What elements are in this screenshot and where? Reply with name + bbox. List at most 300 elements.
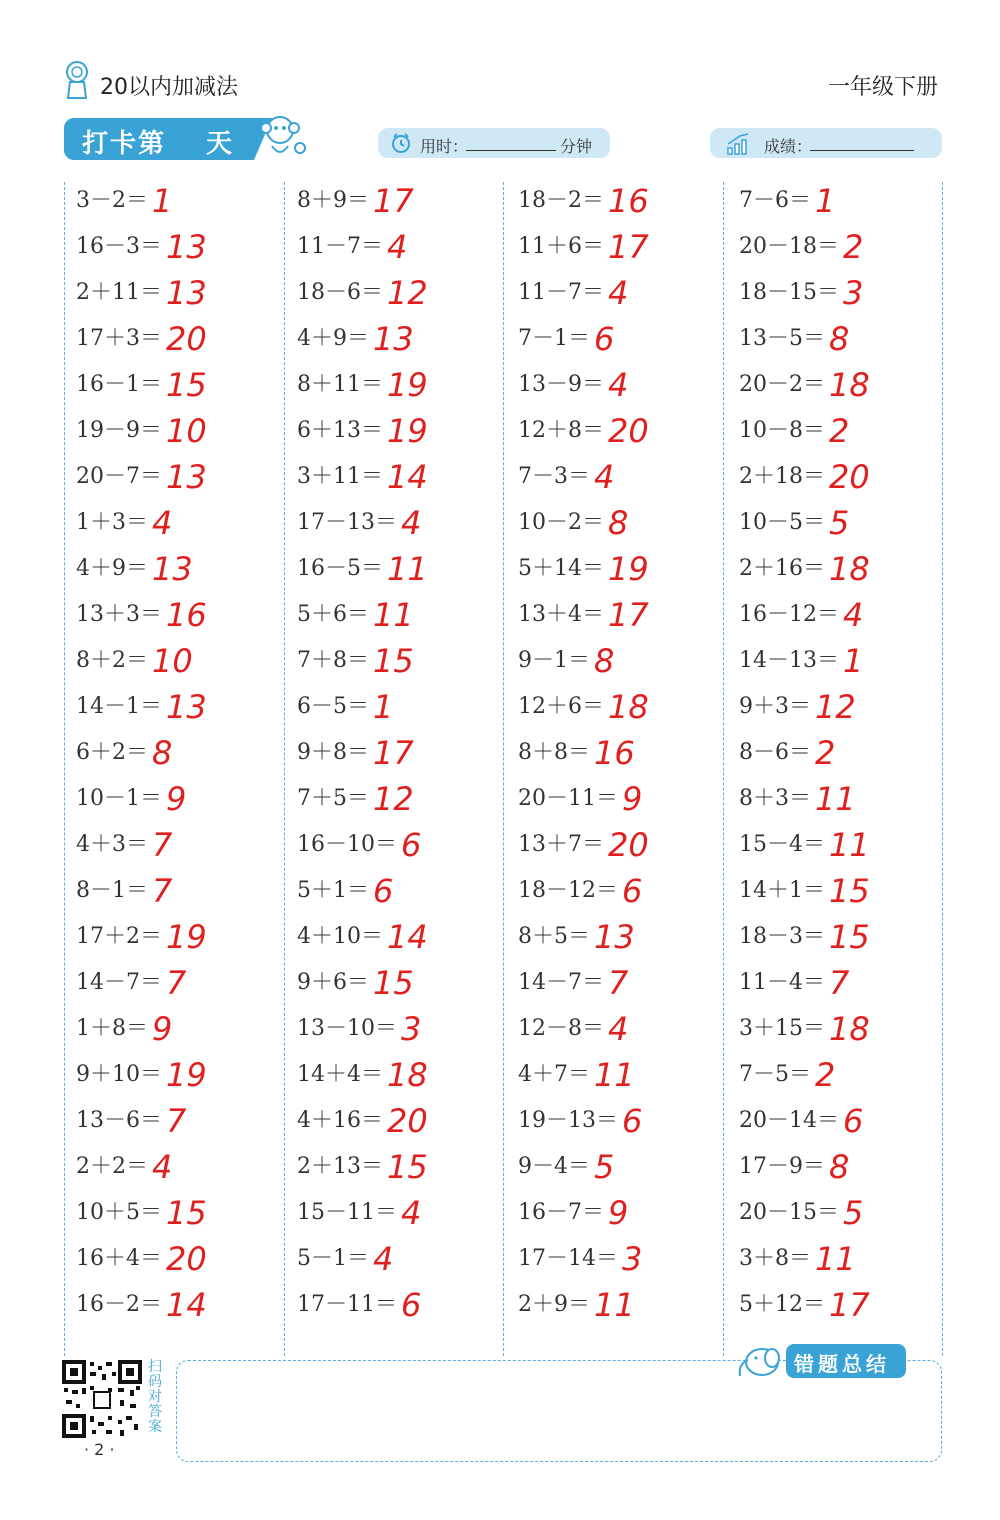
- problem-equation: 10－8＝: [739, 418, 825, 443]
- problem-row: [76, 178, 291, 224]
- problem-row: [76, 454, 291, 500]
- handwritten-answer[interactable]: 15: [387, 1148, 428, 1186]
- problem-equation: 12－8＝: [518, 1016, 604, 1041]
- score-label: 成绩：: [764, 137, 813, 156]
- problem-row: [297, 408, 512, 454]
- problem-row: [739, 914, 954, 960]
- problem-equation: 14－7＝: [76, 970, 162, 995]
- problem-equation: 13－10＝: [297, 1016, 397, 1041]
- problem-row: [76, 224, 291, 270]
- problem-equation: 5＋12＝: [739, 1292, 825, 1317]
- handwritten-answer[interactable]: 2: [829, 412, 850, 450]
- handwritten-answer[interactable]: 13: [166, 274, 207, 312]
- problem-equation: 14＋1＝: [739, 878, 825, 903]
- handwritten-answer[interactable]: 1: [815, 182, 836, 220]
- problem-equation: 5＋14＝: [518, 556, 604, 581]
- elephant-icon: [732, 1340, 784, 1380]
- handwritten-answer[interactable]: 9: [166, 780, 187, 818]
- handwritten-answer[interactable]: 14: [387, 918, 428, 956]
- handwritten-answer[interactable]: 4: [843, 596, 864, 634]
- handwritten-answer[interactable]: 6: [622, 872, 643, 910]
- handwritten-answer[interactable]: 8: [829, 1148, 850, 1186]
- handwritten-answer[interactable]: 20: [166, 320, 207, 358]
- problem-column-4: [739, 178, 954, 1328]
- handwritten-answer[interactable]: 11: [829, 826, 870, 864]
- problem-row: [297, 224, 512, 270]
- handwritten-answer[interactable]: 6: [843, 1102, 864, 1140]
- problem-row: [76, 408, 291, 454]
- problem-equation: 5－1＝: [297, 1246, 369, 1271]
- handwritten-answer[interactable]: 12: [815, 688, 856, 726]
- score-chart-icon: [726, 132, 752, 156]
- handwritten-answer[interactable]: 12: [373, 780, 414, 818]
- handwritten-answer[interactable]: 17: [608, 596, 649, 634]
- handwritten-answer[interactable]: 18: [829, 366, 870, 404]
- problem-row: [297, 1190, 512, 1236]
- problem-equation: 17－11＝: [297, 1292, 397, 1317]
- problem-row: [297, 1098, 512, 1144]
- grade-label: 一年级下册: [827, 75, 938, 100]
- problem-row: [518, 776, 733, 822]
- problem-equation: 18－12＝: [518, 878, 618, 903]
- handwritten-answer[interactable]: 4: [608, 274, 629, 312]
- problem-equation: 11－7＝: [297, 234, 383, 259]
- handwritten-answer[interactable]: 4: [608, 366, 629, 404]
- problem-row: [76, 1144, 291, 1190]
- handwritten-answer[interactable]: 6: [401, 826, 422, 864]
- problem-equation: 10－2＝: [518, 510, 604, 535]
- problem-row: [297, 822, 512, 868]
- problem-row: [297, 362, 512, 408]
- handwritten-answer[interactable]: 13: [373, 320, 414, 358]
- handwritten-answer[interactable]: 2: [843, 228, 864, 266]
- problem-equation: 20－14＝: [739, 1108, 839, 1133]
- page-number: · 2 ·: [84, 1440, 115, 1459]
- handwritten-answer[interactable]: 20: [387, 1102, 428, 1140]
- handwritten-answer[interactable]: 10: [152, 642, 193, 680]
- problem-equation: 17－9＝: [739, 1154, 825, 1179]
- problem-row: [297, 638, 512, 684]
- problem-equation: 8－1＝: [76, 878, 148, 903]
- problem-row: [739, 408, 954, 454]
- problem-equation: 15－11＝: [297, 1200, 397, 1225]
- handwritten-answer[interactable]: 13: [166, 458, 207, 496]
- handwritten-answer[interactable]: 9: [608, 1194, 629, 1232]
- handwritten-answer[interactable]: 13: [166, 688, 207, 726]
- problem-row: [297, 592, 512, 638]
- problem-equation: 13－6＝: [76, 1108, 162, 1133]
- problem-equation: 3＋15＝: [739, 1016, 825, 1041]
- handwritten-answer[interactable]: 7: [152, 872, 173, 910]
- checkin-label: 打卡第: [82, 129, 167, 159]
- handwritten-answer[interactable]: 4: [401, 504, 422, 542]
- problem-equation: 7＋8＝: [297, 648, 369, 673]
- problem-row: [76, 822, 291, 868]
- problem-row: [518, 454, 733, 500]
- problem-equation: 18－2＝: [518, 188, 604, 213]
- problem-equation: 4＋10＝: [297, 924, 383, 949]
- problem-equation: 5＋6＝: [297, 602, 369, 627]
- handwritten-answer[interactable]: 16: [608, 182, 649, 220]
- handwritten-answer[interactable]: 7: [166, 1102, 187, 1140]
- problem-row: [297, 500, 512, 546]
- problem-equation: 8－6＝: [739, 740, 811, 765]
- handwritten-answer[interactable]: 17: [373, 182, 414, 220]
- handwritten-answer[interactable]: 2: [815, 734, 836, 772]
- problem-equation: 18－15＝: [739, 280, 839, 305]
- problem-equation: 19－13＝: [518, 1108, 618, 1133]
- problem-equation: 2＋11＝: [76, 280, 162, 305]
- time-unit: 分钟: [560, 137, 593, 156]
- problem-row: [518, 684, 733, 730]
- problem-equation: 3＋11＝: [297, 464, 383, 489]
- problem-row: [739, 1144, 954, 1190]
- score-blank[interactable]: [810, 150, 914, 151]
- problem-row: [739, 592, 954, 638]
- problem-row: [518, 500, 733, 546]
- problem-row: [739, 500, 954, 546]
- handwritten-answer[interactable]: 19: [608, 550, 649, 588]
- problem-equation: 11－4＝: [739, 970, 825, 995]
- problem-equation: 16－3＝: [76, 234, 162, 259]
- handwritten-answer[interactable]: 4: [387, 228, 408, 266]
- problem-row: [739, 1052, 954, 1098]
- problem-row: [739, 1006, 954, 1052]
- problem-row: [297, 914, 512, 960]
- problem-equation: 5＋1＝: [297, 878, 369, 903]
- handwritten-answer[interactable]: 4: [152, 504, 173, 542]
- problem-row: [739, 638, 954, 684]
- handwritten-answer[interactable]: 3: [401, 1010, 422, 1048]
- problem-row: [297, 1236, 512, 1282]
- problem-row: [518, 1098, 733, 1144]
- handwritten-answer[interactable]: 18: [387, 1056, 428, 1094]
- problem-equation: 11＋6＝: [518, 234, 604, 259]
- problem-equation: 16－7＝: [518, 1200, 604, 1225]
- handwritten-answer[interactable]: 6: [622, 1102, 643, 1140]
- problem-equation: 18－6＝: [297, 280, 383, 305]
- handwritten-answer[interactable]: 2: [815, 1056, 836, 1094]
- problem-row: [76, 638, 291, 684]
- problem-row: [739, 316, 954, 362]
- problem-row: [739, 224, 954, 270]
- problem-equation: 4＋9＝: [297, 326, 369, 351]
- problem-row: [297, 270, 512, 316]
- handwritten-answer[interactable]: 1: [152, 182, 173, 220]
- handwritten-answer[interactable]: 11: [815, 780, 856, 818]
- problem-equation: 16－5＝: [297, 556, 383, 581]
- handwritten-answer[interactable]: 8: [594, 642, 615, 680]
- problem-row: [518, 546, 733, 592]
- handwritten-answer[interactable]: 19: [166, 918, 207, 956]
- handwritten-answer[interactable]: 20: [608, 412, 649, 450]
- summary-label: 错题总结: [794, 1352, 890, 1376]
- problem-equation: 8＋2＝: [76, 648, 148, 673]
- problem-row: [518, 730, 733, 776]
- handwritten-answer[interactable]: 16: [166, 596, 207, 634]
- handwritten-answer[interactable]: 15: [373, 964, 414, 1002]
- handwritten-answer[interactable]: 11: [387, 550, 428, 588]
- problem-row: [297, 1052, 512, 1098]
- problem-row: [76, 1282, 291, 1328]
- problem-row: [518, 316, 733, 362]
- handwritten-answer[interactable]: 19: [387, 412, 428, 450]
- handwritten-answer[interactable]: 3: [622, 1240, 643, 1278]
- problem-equation: 2＋9＝: [518, 1292, 590, 1317]
- problem-column-2: [297, 178, 512, 1328]
- handwritten-answer[interactable]: 11: [815, 1240, 856, 1278]
- handwritten-answer[interactable]: 4: [401, 1194, 422, 1232]
- checkin-day-label: 天: [206, 129, 233, 159]
- problem-row: [297, 1282, 512, 1328]
- problem-row: [76, 592, 291, 638]
- handwritten-answer[interactable]: 18: [829, 550, 870, 588]
- problem-equation: 6－5＝: [297, 694, 369, 719]
- problem-equation: 6＋2＝: [76, 740, 148, 765]
- handwritten-answer[interactable]: 13: [152, 550, 193, 588]
- problem-row: [518, 1236, 733, 1282]
- problem-row: [518, 638, 733, 684]
- problem-equation: 19－9＝: [76, 418, 162, 443]
- problem-row: [518, 914, 733, 960]
- handwritten-answer[interactable]: 5: [829, 504, 850, 542]
- problem-equation: 13＋7＝: [518, 832, 604, 857]
- handwritten-answer[interactable]: 17: [829, 1286, 870, 1324]
- problem-row: [297, 1144, 512, 1190]
- problem-equation: 10－5＝: [739, 510, 825, 535]
- handwritten-answer[interactable]: 6: [373, 872, 394, 910]
- problem-equation: 2＋18＝: [739, 464, 825, 489]
- handwritten-answer[interactable]: 11: [594, 1286, 635, 1324]
- problem-row: [76, 730, 291, 776]
- problem-row: [297, 316, 512, 362]
- handwritten-answer[interactable]: 20: [166, 1240, 207, 1278]
- book-title: 20以内加减法: [100, 75, 238, 100]
- handwritten-answer[interactable]: 4: [373, 1240, 394, 1278]
- handwritten-answer[interactable]: 5: [843, 1194, 864, 1232]
- handwritten-answer[interactable]: 10: [166, 412, 207, 450]
- problem-equation: 13－9＝: [518, 372, 604, 397]
- problem-row: [739, 454, 954, 500]
- problem-row: [76, 270, 291, 316]
- handwritten-answer[interactable]: 18: [829, 1010, 870, 1048]
- problem-equation: 17＋3＝: [76, 326, 162, 351]
- problem-equation: 3＋8＝: [739, 1246, 811, 1271]
- handwritten-answer[interactable]: 1: [843, 642, 864, 680]
- problem-row: [76, 776, 291, 822]
- problem-row: [518, 408, 733, 454]
- problem-row: [76, 1006, 291, 1052]
- handwritten-answer[interactable]: 6: [594, 320, 615, 358]
- handwritten-answer[interactable]: 5: [594, 1148, 615, 1186]
- problem-row: [297, 960, 512, 1006]
- handwritten-answer[interactable]: 17: [608, 228, 649, 266]
- problem-equation: 9＋6＝: [297, 970, 369, 995]
- problem-row: [739, 270, 954, 316]
- handwritten-answer[interactable]: 8: [152, 734, 173, 772]
- problem-row: [518, 1052, 733, 1098]
- problem-row: [76, 684, 291, 730]
- problem-row: [739, 776, 954, 822]
- problem-row: [76, 1236, 291, 1282]
- problem-row: [76, 960, 291, 1006]
- handwritten-answer[interactable]: 8: [608, 504, 629, 542]
- problem-equation: 18－3＝: [739, 924, 825, 949]
- problem-row: [739, 1098, 954, 1144]
- problem-row: [297, 546, 512, 592]
- problem-equation: 1＋8＝: [76, 1016, 148, 1041]
- problem-equation: 14－7＝: [518, 970, 604, 995]
- problem-equation: 1＋3＝: [76, 510, 148, 535]
- time-blank[interactable]: [466, 150, 556, 151]
- handwritten-answer[interactable]: 20: [829, 458, 870, 496]
- handwritten-answer[interactable]: 14: [387, 458, 428, 496]
- qr-code-icon[interactable]: [62, 1360, 142, 1438]
- problem-equation: 3－2＝: [76, 188, 148, 213]
- problem-equation: 16－10＝: [297, 832, 397, 857]
- problem-equation: 13＋4＝: [518, 602, 604, 627]
- time-label: 用时：: [420, 137, 469, 156]
- problem-row: [739, 868, 954, 914]
- handwritten-answer[interactable]: 13: [166, 228, 207, 266]
- handwritten-answer[interactable]: 4: [594, 458, 615, 496]
- problem-row: [518, 1282, 733, 1328]
- problem-equation: 8＋9＝: [297, 188, 369, 213]
- problem-row: [739, 822, 954, 868]
- handwritten-answer[interactable]: 11: [373, 596, 414, 634]
- problem-equation: 2＋16＝: [739, 556, 825, 581]
- problem-row: [297, 730, 512, 776]
- problem-row: [739, 546, 954, 592]
- problem-equation: 8＋5＝: [518, 924, 590, 949]
- handwritten-answer[interactable]: 12: [387, 274, 428, 312]
- handwritten-answer[interactable]: 9: [622, 780, 643, 818]
- handwritten-answer[interactable]: 1: [373, 688, 394, 726]
- monkey-mascot-icon: [254, 110, 310, 166]
- problem-equation: 8＋11＝: [297, 372, 383, 397]
- problem-equation: 16－1＝: [76, 372, 162, 397]
- lion-mascot-icon: [62, 60, 92, 100]
- problem-row: [76, 868, 291, 914]
- handwritten-answer[interactable]: 9: [152, 1010, 173, 1048]
- handwritten-answer[interactable]: 7: [829, 964, 850, 1002]
- problem-equation: 9＋10＝: [76, 1062, 162, 1087]
- handwritten-answer[interactable]: 16: [594, 734, 635, 772]
- handwritten-answer[interactable]: 14: [166, 1286, 207, 1324]
- handwritten-answer[interactable]: 7: [608, 964, 629, 1002]
- handwritten-answer[interactable]: 15: [373, 642, 414, 680]
- handwritten-answer[interactable]: 20: [608, 826, 649, 864]
- handwritten-answer[interactable]: 18: [608, 688, 649, 726]
- handwritten-answer[interactable]: 17: [373, 734, 414, 772]
- handwritten-answer[interactable]: 7: [152, 826, 173, 864]
- problem-column-3: [518, 178, 733, 1328]
- problem-row: [76, 316, 291, 362]
- problem-equation: 14＋4＝: [297, 1062, 383, 1087]
- problem-equation: 15－4＝: [739, 832, 825, 857]
- problem-equation: 7＋5＝: [297, 786, 369, 811]
- handwritten-answer[interactable]: 15: [829, 872, 870, 910]
- handwritten-answer[interactable]: 7: [166, 964, 187, 1002]
- problem-equation: 9－4＝: [518, 1154, 590, 1179]
- problem-row: [518, 592, 733, 638]
- handwritten-answer[interactable]: 19: [166, 1056, 207, 1094]
- problem-row: [739, 730, 954, 776]
- problem-row: [76, 1190, 291, 1236]
- handwritten-answer[interactable]: 13: [594, 918, 635, 956]
- problem-equation: 8＋8＝: [518, 740, 590, 765]
- scan-for-answers-text: 扫码对答案: [148, 1359, 162, 1435]
- problem-equation: 4＋3＝: [76, 832, 148, 857]
- handwritten-answer[interactable]: 4: [152, 1148, 173, 1186]
- problem-equation: 20－2＝: [739, 372, 825, 397]
- problem-row: [297, 178, 512, 224]
- problem-row: [739, 960, 954, 1006]
- problem-equation: 16－12＝: [739, 602, 839, 627]
- problem-equation: 14－13＝: [739, 648, 839, 673]
- problem-equation: 17－13＝: [297, 510, 397, 535]
- problem-row: [739, 1190, 954, 1236]
- problem-row: [518, 868, 733, 914]
- problem-row: [739, 1236, 954, 1282]
- problem-equation: 7－1＝: [518, 326, 590, 351]
- problem-row: [76, 362, 291, 408]
- problem-equation: 2＋2＝: [76, 1154, 148, 1179]
- problem-row: [297, 776, 512, 822]
- problem-equation: 7－5＝: [739, 1062, 811, 1087]
- handwritten-answer[interactable]: 15: [166, 1194, 207, 1232]
- handwritten-answer[interactable]: 8: [829, 320, 850, 358]
- problem-equation: 9＋8＝: [297, 740, 369, 765]
- problem-row: [518, 362, 733, 408]
- handwritten-answer[interactable]: 3: [843, 274, 864, 312]
- handwritten-answer[interactable]: 19: [387, 366, 428, 404]
- problem-equation: 13＋3＝: [76, 602, 162, 627]
- problem-equation: 4＋16＝: [297, 1108, 383, 1133]
- problem-equation: 2＋13＝: [297, 1154, 383, 1179]
- problem-row: [76, 1052, 291, 1098]
- problem-equation: 16－2＝: [76, 1292, 162, 1317]
- problem-row: [76, 500, 291, 546]
- problem-equation: 17＋2＝: [76, 924, 162, 949]
- problem-row: [518, 1190, 733, 1236]
- handwritten-answer[interactable]: 4: [608, 1010, 629, 1048]
- problem-row: [739, 1282, 954, 1328]
- problem-row: [297, 684, 512, 730]
- problem-equation: 7－3＝: [518, 464, 590, 489]
- handwritten-answer[interactable]: 15: [829, 918, 870, 956]
- problem-row: [518, 178, 733, 224]
- problem-row: [518, 1144, 733, 1190]
- handwritten-answer[interactable]: 11: [594, 1056, 635, 1094]
- handwritten-answer[interactable]: 15: [166, 366, 207, 404]
- problem-row: [739, 362, 954, 408]
- problem-row: [739, 178, 954, 224]
- problem-row: [297, 868, 512, 914]
- problem-equation: 9＋3＝: [739, 694, 811, 719]
- problem-row: [518, 270, 733, 316]
- problem-equation: 9－1＝: [518, 648, 590, 673]
- problem-row: [297, 1006, 512, 1052]
- problem-equation: 7－6＝: [739, 188, 811, 213]
- problem-equation: 12＋6＝: [518, 694, 604, 719]
- problem-equation: 6＋13＝: [297, 418, 383, 443]
- problem-row: [518, 224, 733, 270]
- handwritten-answer[interactable]: 6: [401, 1286, 422, 1324]
- problem-row: [76, 546, 291, 592]
- problem-equation: 10－1＝: [76, 786, 162, 811]
- problem-equation: 4＋9＝: [76, 556, 148, 581]
